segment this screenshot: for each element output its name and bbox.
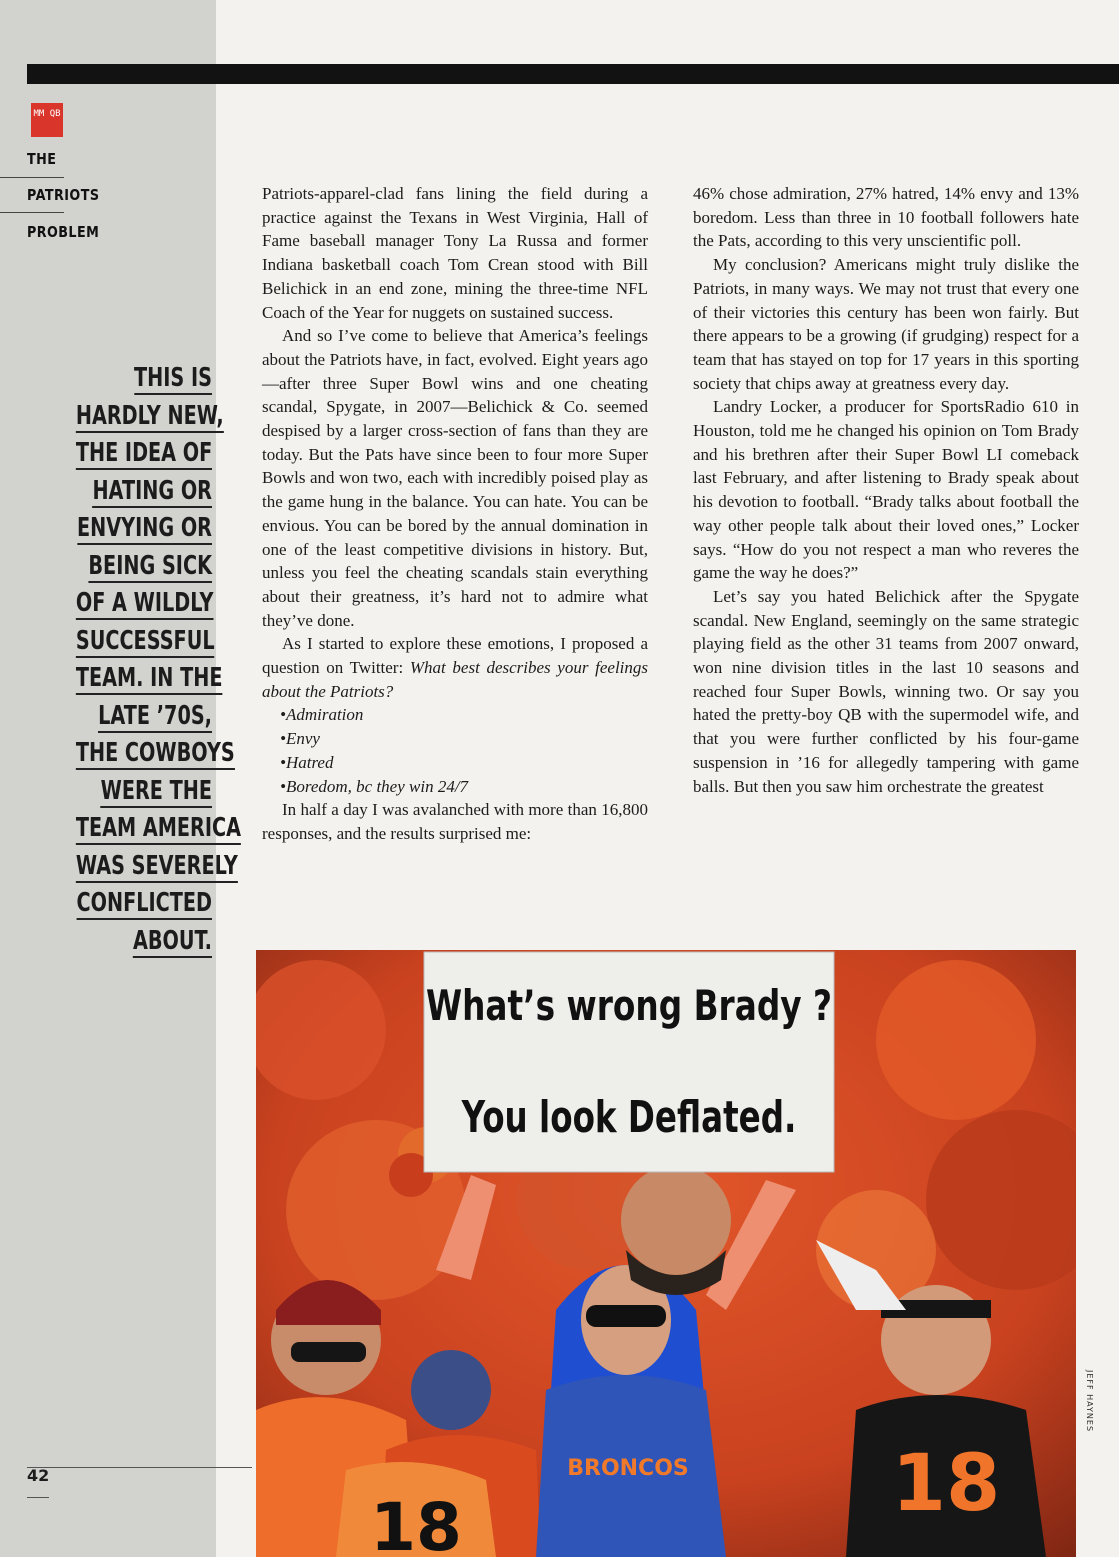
pull-quote-line: ENVYING OR xyxy=(77,513,212,543)
article-paragraph: 46% chose admiration, 27% hatred, 14% envy and 13% boredom. Less than three in 10 football followers hate the Pats, according to this very unscientific poll. xyxy=(693,184,1079,251)
pull-quote-line: THE COWBOYS xyxy=(75,738,235,768)
poll-option: •Hatred xyxy=(280,752,334,772)
mmqb-logo: MM QB xyxy=(31,103,63,137)
fans-photo-illustration xyxy=(256,950,1076,1557)
pull-quote-line: ABOUT. xyxy=(132,925,212,956)
pull-quote-line: BEING SICK xyxy=(88,550,212,581)
article-paragraph: Patriots-apparel-clad fans lining the field during a practice against the Texans in West Virginia, Hall of Fame baseball manager Tony La Russa and former Indiana basketball coach Tom Crean stood with Bill Belichick in an end zone, mining the three-time NFL Coach of the Year for nuggets on sustained success. xyxy=(262,184,648,322)
section-label-line3: PROBLEM xyxy=(27,223,100,241)
article-paragraph: Let’s say you hated Belichick after the Spygate scandal. New England, seemingly on the same strategic playing field as the other 31 teams from 2007 onward, won nine division titles in the last 10 seasons and reached four Super Bowls, winning two. Or say you hated the pretty-boy QB with the supermodel wife, and that you were further conflicted by his four-game suspension in ’16 for allegedly tampering with game balls. But then you saw him orchestrate the greatest xyxy=(693,586,1079,796)
photo-credit: JEFF HAYNES xyxy=(1085,1370,1094,1433)
pull-quote-line: WAS SEVERELY xyxy=(75,850,238,881)
article-paragraph: Landry Locker, a producer for SportsRadio 610 in Houston, told me he changed his opinion on Tom Brady and his brethren after their Super Bowl LI comeback last February, and after listening to Brady speak about his devotion to football. “Brady talks about football the way other people talk about their loved ones,” Locker says. “How do you not respect a man who reveres the game the way he does?” xyxy=(693,397,1079,583)
paragraph-text: As I started to explore these emotions, I proposed a question on Twitter: xyxy=(262,634,648,678)
top-rule xyxy=(27,64,1119,84)
poll-option: •Boredom, bc they win 24/7 xyxy=(280,776,469,796)
poll-option: •Envy xyxy=(280,729,320,749)
sign-line-1: What’s wrong Brady ? xyxy=(425,980,833,1031)
pull-quote-line: WERE THE xyxy=(100,775,212,806)
pull-quote-line: OF A WILDLY xyxy=(75,588,214,618)
sign-line-2: You look Deflated. xyxy=(461,1092,797,1144)
article-paragraph xyxy=(262,632,648,703)
pull-quote-line: HATING OR xyxy=(92,475,212,506)
article-paragraph: In half a day I was avalanched with more than 16,800 responses, and the results surprised me: xyxy=(262,800,648,843)
pull-quote-line: CONFLICTED xyxy=(76,888,212,918)
section-label-line1: THE xyxy=(27,150,57,168)
jersey-text: BRONCOS xyxy=(567,1456,689,1481)
article-paragraph: My conclusion? Americans might truly dislike the Patriots, in many ways. We may not trust that every one of their victories this century has been won fairly. But there appears to be a growing (if grudging) respect for a team that has stayed on top for 17 years in this sporting society that chips away at greatness every day. xyxy=(693,255,1079,393)
section-label-rule xyxy=(0,177,64,178)
footer-rule xyxy=(27,1467,252,1468)
poll-option: •Admiration xyxy=(280,705,364,725)
pull-quote-line: TEAM AMERICA xyxy=(75,813,242,843)
footer-rule xyxy=(27,1497,49,1498)
jersey-number-left: 18 xyxy=(370,1489,462,1557)
section-label-line2: PATRIOTS xyxy=(27,186,100,204)
section-label-rule xyxy=(0,212,64,213)
pull-quote xyxy=(28,360,242,960)
fans-photo xyxy=(256,950,1076,1557)
pull-quote-line: THIS IS xyxy=(134,363,212,393)
pull-quote-line: SUCCESSFUL xyxy=(75,625,215,656)
pull-quote-line: THE IDEA OF xyxy=(75,438,213,468)
pull-quote-line: TEAM. IN THE xyxy=(75,663,223,693)
jersey-number-right: 18 xyxy=(891,1439,1001,1529)
pull-quote-line: LATE ’70S, xyxy=(98,700,212,731)
pull-quote-line: HARDLY NEW, xyxy=(75,400,224,431)
article-column-1 xyxy=(262,182,648,846)
article-paragraph: And so I’ve come to believe that America’s feelings about the Patriots have, in fact, evolved. Eight years ago—after three Super Bowl wins and one cheating scandal, Spygate, in 2007—Belichick & Co. seemed despised by a larger cross-section of fans than they are today. But the Pats have since been to four more Super Bowls and won two, each with incredibly poised play as the game hung in the balance. You can hate. You can be envious. You can be bored by the annual domination in one of the least competitive divisions in history. But, unless you feel the cheating scandals stain everything about their greatness, it’s hard not to admire what they’ve done. xyxy=(262,326,648,630)
article-column-2 xyxy=(693,182,1079,798)
page-number: 42 xyxy=(27,1466,50,1485)
twitter-question: What best describes your feelings about the Patriots? xyxy=(262,658,649,701)
